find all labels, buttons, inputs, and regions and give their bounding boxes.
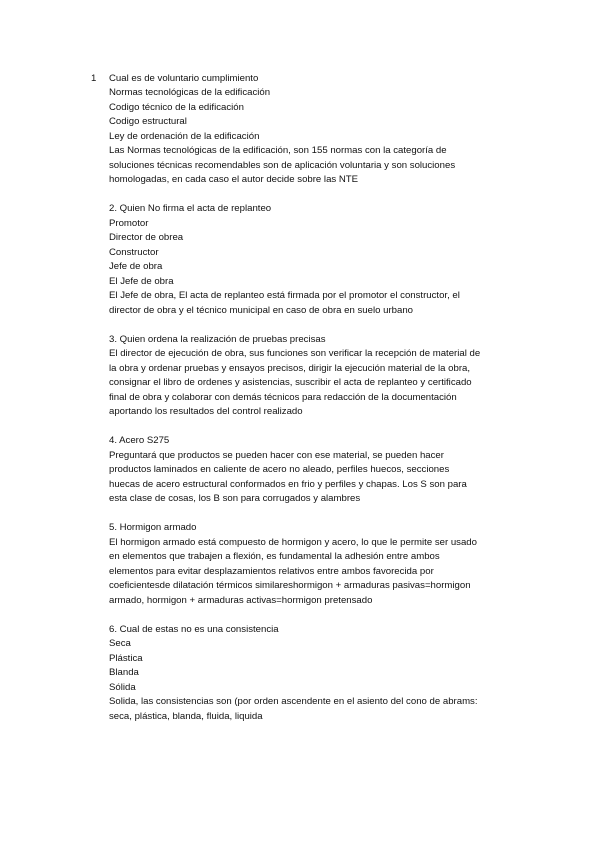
q4-answer-line: esta clase de cosas, los B son para corrugados y alambres xyxy=(109,493,361,504)
q1-answer-line: homologadas, en cada caso el autor decide sobre las NTE xyxy=(109,174,359,185)
q2-answer-line: El Jefe de obra, El acta de replanteo está firmada por el promotor el constructor, el xyxy=(109,290,460,301)
q3-answer-line: final de obra y colaborar con demás técnicos para redacción de la documentación xyxy=(109,392,457,403)
q6-answer-line: seca, plástica, blanda, fluida, liquida xyxy=(109,711,263,722)
q1-question: Cual es de voluntario cumplimiento xyxy=(109,73,259,84)
q1-answer-line: soluciones técnicas recomendables son de aplicación voluntaria y son soluciones xyxy=(109,160,456,171)
q2-option: Promotor xyxy=(109,218,149,229)
q5-answer-line: coeficientesde dilatación térmicos similareshormigon + armaduras pasivas=hormigon xyxy=(109,580,471,591)
q5-answer-line: en elementos que trabajen a flexión, es fundamental la adhesión entre ambos xyxy=(109,551,440,562)
q6-option: Seca xyxy=(109,638,131,649)
q3-answer-line: aportando los resultados del control realizado xyxy=(109,406,303,417)
q2-question: 2. Quien No firma el acta de replanteo xyxy=(109,203,272,214)
q1-number: 1 xyxy=(91,73,97,84)
q1-answer-line: Las Normas tecnológicas de la edificación, son 155 normas con la categoría de xyxy=(109,145,447,156)
q5-answer-line: El hormigon armado está compuesto de hormigon y acero, lo que le permite ser usado xyxy=(109,537,477,548)
q5-question: 5. Hormigon armado xyxy=(109,522,197,533)
q3-answer-line: la obra y ordenar pruebas y ensayos precisos, dirigir la ejecución material de la obra, xyxy=(109,363,471,374)
q6-option: Blanda xyxy=(109,667,139,678)
q4-answer-line: huecas de acero estructural conformados en frio y perfiles y chapas. Los S son para xyxy=(109,479,467,490)
q4-answer-line: productos laminados en caliente de acero no aleado, perfiles huecos, secciones xyxy=(109,464,450,475)
q1-option: Codigo estructural xyxy=(109,116,187,127)
q2-option: El Jefe de obra xyxy=(109,276,174,287)
q1-option: Normas tecnológicas de la edificación xyxy=(109,87,271,98)
q5-answer-line: armado, hormigon + armaduras activas=hormigon pretensado xyxy=(109,595,373,606)
q2-option: Jefe de obra xyxy=(109,261,163,272)
q6-answer-line: Solida, las consistencias son (por orden ascendente en el asiento del cono de abrams: xyxy=(109,696,478,707)
q4-question: 4. Acero S275 xyxy=(109,435,170,446)
q3-answer-line: El director de ejecución de obra, sus funciones son verificar la recepción de material de xyxy=(109,348,481,359)
q2-option: Constructor xyxy=(109,247,159,258)
q6-option: Plástica xyxy=(109,653,143,664)
q2-option: Director de obrea xyxy=(109,232,184,243)
q6-option: Sólida xyxy=(109,682,136,693)
q2-answer-line: director de obra y el técnico municipal en caso de obra en suelo urbano xyxy=(109,305,413,316)
q1-option: Codigo técnico de la edificación xyxy=(109,102,244,113)
q3-question: 3. Quien ordena la realización de pruebas precisas xyxy=(109,334,326,345)
q6-question: 6. Cual de estas no es una consistencia xyxy=(109,624,279,635)
q1-option: Ley de ordenación de la edificación xyxy=(109,131,260,142)
q5-answer-line: elementos para evitar desplazamientos relativos entre ambos favorecida por xyxy=(109,566,434,577)
q3-answer-line: consignar el libro de ordenes y asistencias, suscribir el acta de replanteo y certificado xyxy=(109,377,472,388)
q4-answer-line: Preguntará que productos se pueden hacer con ese material, se pueden hacer xyxy=(109,450,444,461)
